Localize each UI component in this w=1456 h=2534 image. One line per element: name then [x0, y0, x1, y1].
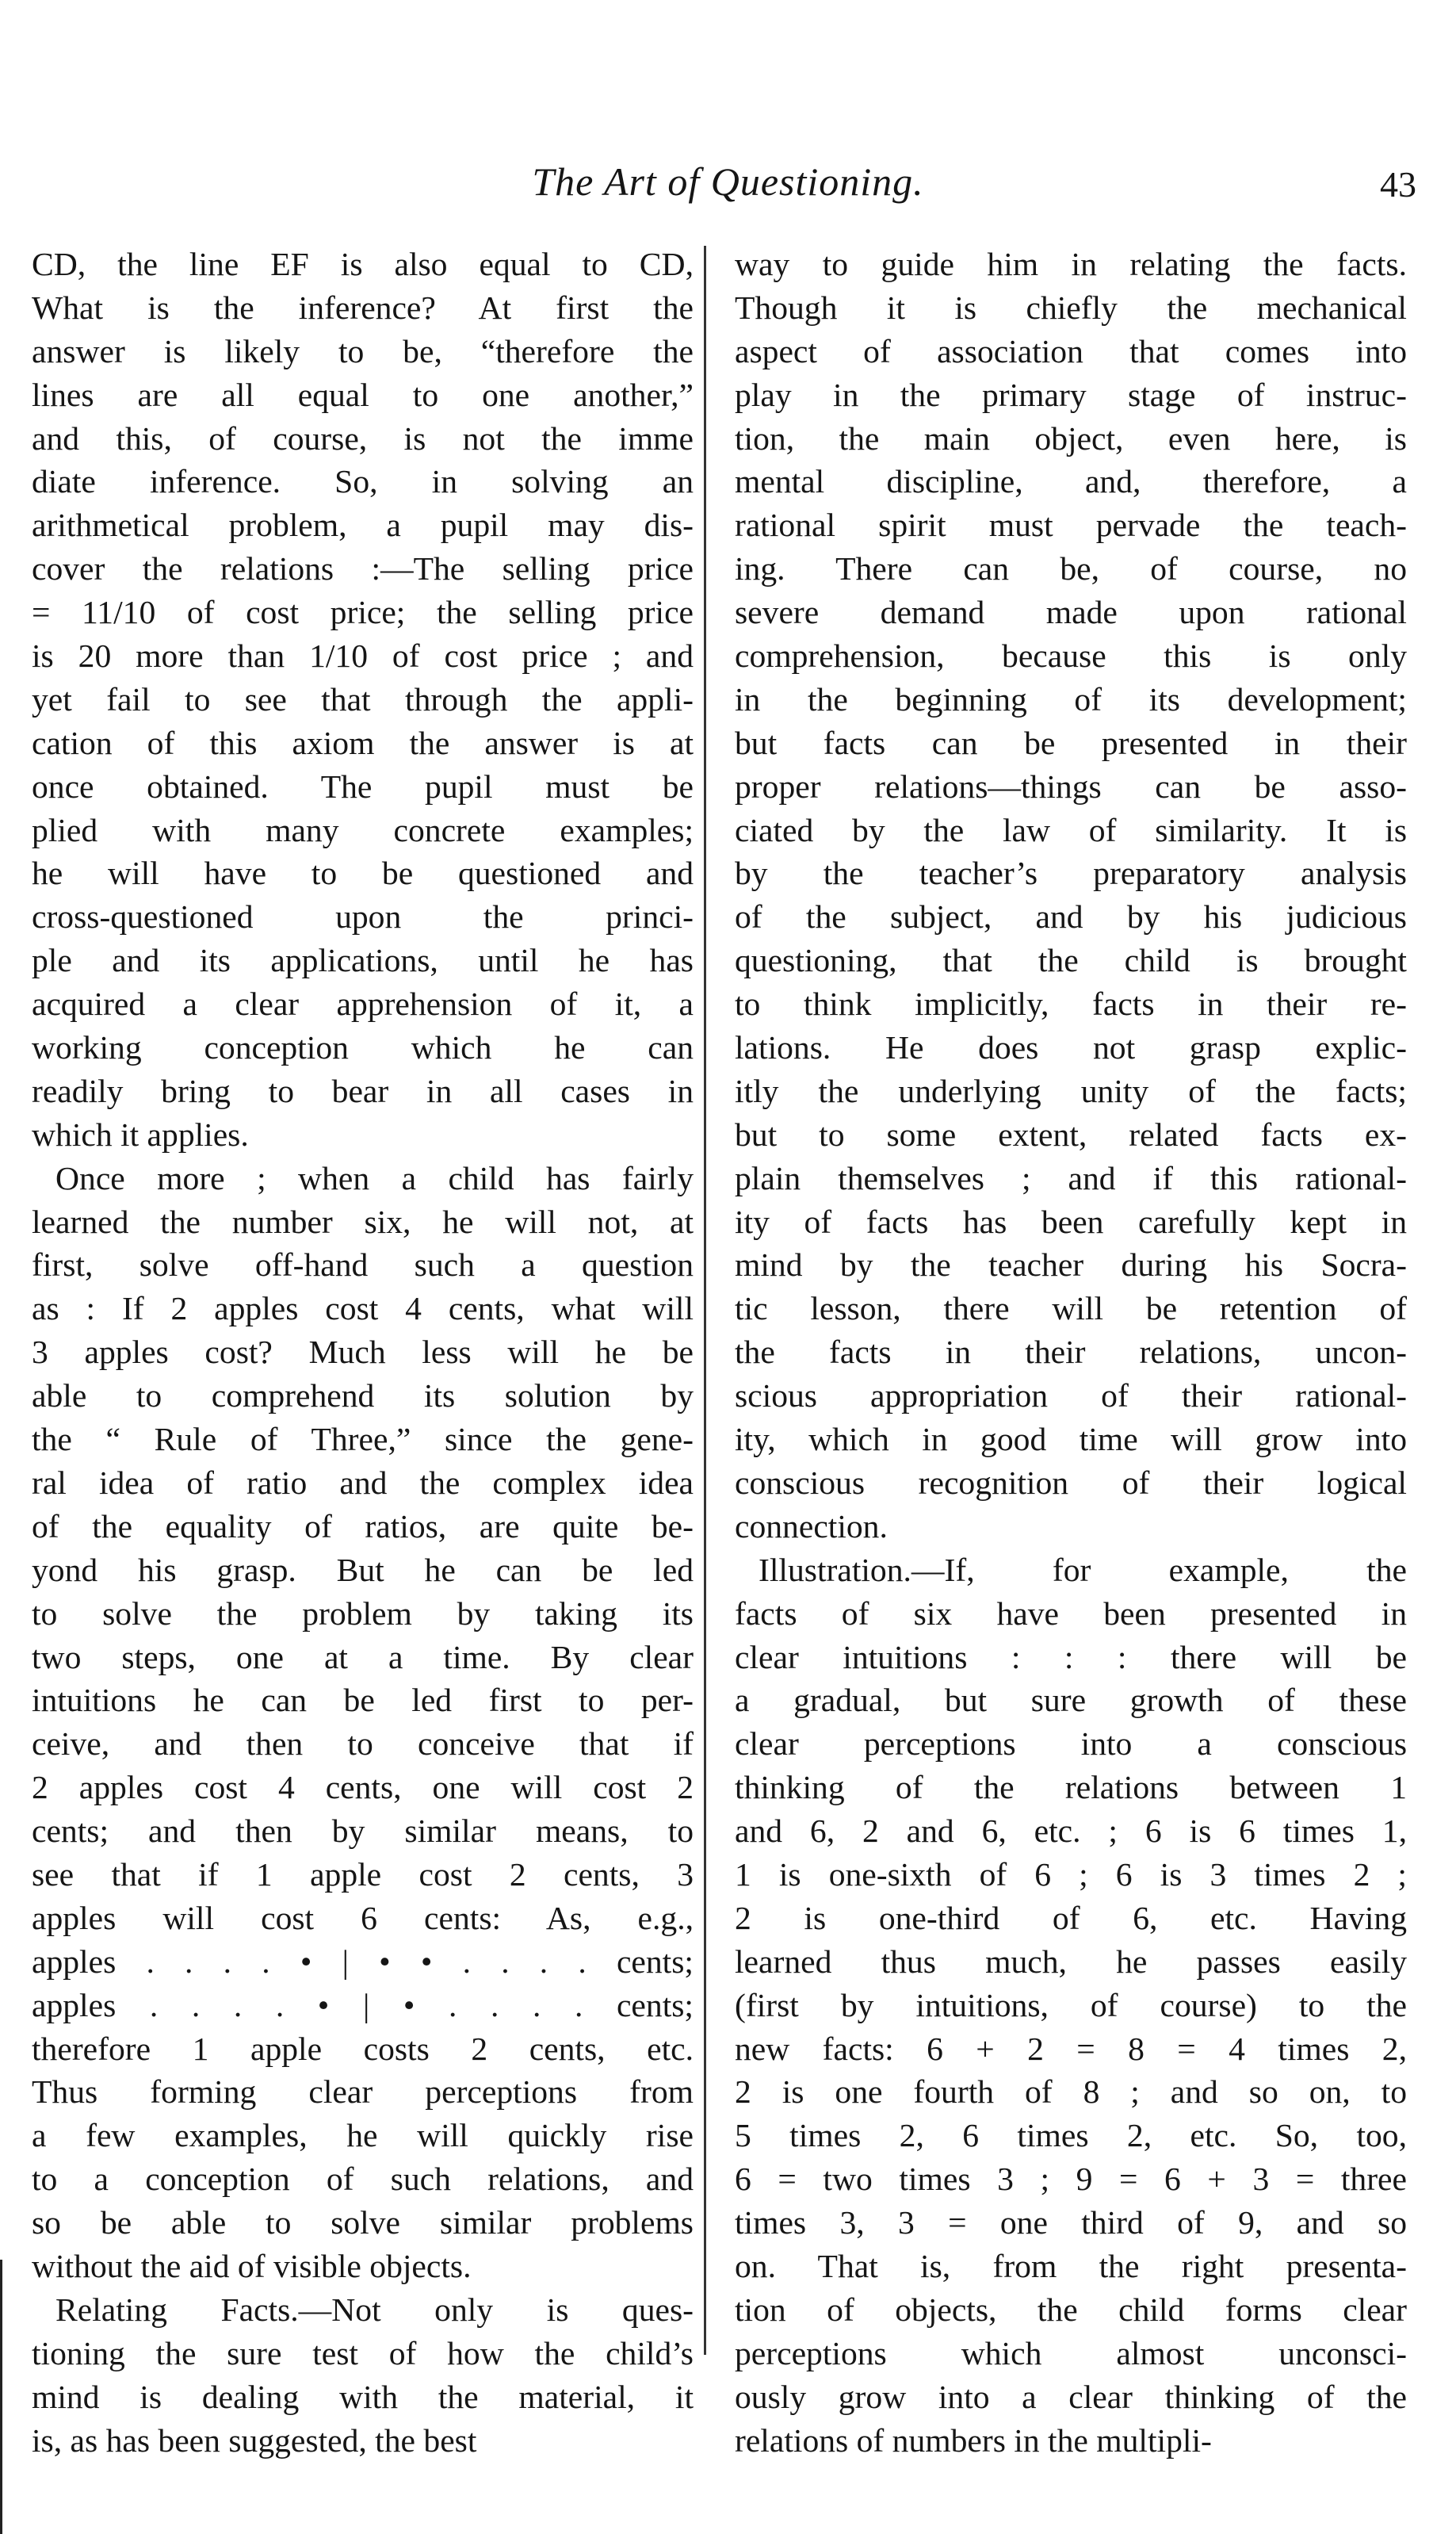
text-line: learned thus much, he passes easily	[735, 1943, 1407, 1980]
right-column	[735, 243, 1407, 2462]
text-line: clear intuitions : : : there will be	[735, 1638, 1407, 1675]
text-line: Though it is chiefly the mechanical	[735, 289, 1407, 326]
text-line: a gradual, but sure growth of these	[735, 1682, 1407, 1719]
text-line: he will have to be questioned and	[32, 855, 694, 892]
text-line: without the aid of visible objects.	[32, 2247, 472, 2284]
text-line: CD, the line EF is also equal to CD,	[32, 246, 694, 282]
text-line: thinking of the relations between 1	[735, 1769, 1407, 1806]
text-line: conscious recognition of their logical	[735, 1464, 1407, 1501]
text-line: lines are all equal to one another,”	[32, 376, 694, 413]
text-line: tioning the sure test of how the child’s	[32, 2334, 694, 2371]
text-line: learned the number six, he will not, at	[32, 1203, 694, 1240]
text-line: answer is likely to be, “therefore the	[32, 332, 694, 369]
text-line: as : If 2 apples cost 4 cents, what will	[32, 1290, 694, 1327]
text-line: which it applies.	[32, 1116, 249, 1153]
text-line: 3 apples cost? Much less will he be	[32, 1334, 694, 1371]
text-line: mental discipline, and, therefore, a	[735, 463, 1407, 500]
text-line: itly the underlying unity of the facts;	[735, 1072, 1407, 1109]
text-line: mind by the teacher during his Socra-	[735, 1246, 1407, 1284]
text-line: severe demand made upon rational	[735, 594, 1407, 631]
text-line: so be able to solve similar problems	[32, 2204, 694, 2241]
text-line: intuitions he can be led first to per-	[32, 1682, 694, 1719]
text-line: 6 = two times 3 ; 9 = 6 + 3 = three	[735, 2161, 1407, 2198]
text-line: of the subject, and by his judicious	[735, 898, 1407, 936]
page-number: 43	[1380, 164, 1416, 205]
text-line: yond his grasp. But he can be led	[32, 1551, 694, 1588]
text-line: facts of six have been presented in	[735, 1594, 1407, 1632]
text-line: rational spirit must pervade the teach-	[735, 507, 1407, 544]
text-line: but to some extent, related facts ex-	[735, 1116, 1407, 1153]
text-line: acquired a clear apprehension of it, a	[32, 986, 694, 1023]
text-line: yet fail to see that through the appli-	[32, 680, 694, 718]
text-line: ity, which in good time will grow into	[735, 1421, 1407, 1458]
text-line: cents; and then by similar means, to	[32, 1812, 694, 1850]
text-line: apples . . . . • | • • . . . . cents;	[32, 1943, 694, 1980]
text-line: on. That is, from the right presenta-	[735, 2247, 1407, 2284]
text-line: plied with many concrete examples;	[32, 811, 694, 848]
text-line: (first by intuitions, of course) to the	[735, 1986, 1407, 2023]
text-line: ing. There can be, of course, no	[735, 550, 1407, 588]
text-line: ously grow into a clear thinking of the	[735, 2378, 1407, 2415]
text-line: arithmetical problem, a pupil may dis-	[32, 507, 694, 544]
column-divider	[704, 246, 706, 2355]
text-line: aspect of association that comes into	[735, 332, 1407, 369]
text-line: cation of this axiom the answer is at	[32, 724, 694, 761]
text-line: and 6, 2 and 6, etc. ; 6 is 6 times 1,	[735, 1812, 1407, 1850]
text-line: the facts in their relations, uncon-	[735, 1334, 1407, 1371]
text-line: diate inference. So, in solving an	[32, 463, 694, 500]
text-line: way to guide him in relating the facts.	[735, 246, 1407, 282]
text-line: see that if 1 apple cost 2 cents, 3	[32, 1855, 694, 1893]
text-line: Thus forming clear perceptions from	[32, 2073, 694, 2111]
text-line: to a conception of such relations, and	[32, 2161, 694, 2198]
text-line: once obtained. The pupil must be	[32, 767, 694, 805]
text-line: a few examples, he will quickly rise	[32, 2117, 694, 2154]
text-line: ity of facts has been carefully kept in	[735, 1203, 1407, 1240]
text-line: ple and its applications, until he has	[32, 942, 694, 979]
running-title: The Art of Questioning.	[532, 159, 924, 204]
text-line: Illustration.—If, for example, the	[759, 1551, 1407, 1588]
text-line: to solve the problem by taking its	[32, 1594, 694, 1632]
text-line: 2 is one fourth of 8 ; and so on, to	[735, 2073, 1407, 2111]
text-line: to think implicitly, facts in their re-	[735, 986, 1407, 1023]
text-line: perceptions which almost unconsci-	[735, 2334, 1407, 2371]
text-line: = 11/10 of cost price; the selling price	[32, 594, 694, 631]
text-line: mind is dealing with the material, it	[32, 2378, 694, 2415]
text-line: clear perceptions into a conscious	[735, 1725, 1407, 1763]
text-line: times 3, 3 = one third of 9, and so	[735, 2204, 1407, 2241]
text-line: therefore 1 apple costs 2 cents, etc.	[32, 2030, 694, 2067]
text-line: relations of numbers in the multipli-	[735, 2421, 1212, 2459]
text-line: plain themselves ; and if this rational-	[735, 1159, 1407, 1196]
text-line: is, as has been suggested, the best	[32, 2421, 477, 2459]
text-line: in the beginning of its development;	[735, 680, 1407, 718]
text-line: questioning, that the child is brought	[735, 942, 1407, 979]
text-line: but facts can be presented in their	[735, 724, 1407, 761]
text-line: What is the inference? At first the	[32, 289, 694, 326]
text-line: ral idea of ratio and the complex idea	[32, 1464, 694, 1501]
text-line: able to comprehend its solution by	[32, 1377, 694, 1414]
running-head	[0, 159, 1456, 222]
text-line: lations. He does not grasp explic-	[735, 1029, 1407, 1066]
text-line: Relating Facts.—Not only is ques-	[55, 2291, 694, 2328]
text-line: first, solve off-hand such a question	[32, 1246, 694, 1284]
text-line: 2 apples cost 4 cents, one will cost 2	[32, 1769, 694, 1806]
text-line: Once more ; when a child has fairly	[55, 1159, 694, 1196]
text-line: tion of objects, the child forms clear	[735, 2291, 1407, 2328]
text-line: the “ Rule of Three,” since the gene-	[32, 1421, 694, 1458]
text-line: apples will cost 6 cents: As, e.g.,	[32, 1899, 694, 1936]
text-line: new facts: 6 + 2 = 8 = 4 times 2,	[735, 2030, 1407, 2067]
text-line: comprehension, because this is only	[735, 637, 1407, 675]
text-line: cross-questioned upon the princi-	[32, 898, 694, 936]
text-line: 5 times 2, 6 times 2, etc. So, too,	[735, 2117, 1407, 2154]
text-line: scious appropriation of their rational-	[735, 1377, 1407, 1414]
text-line: proper relations—things can be asso-	[735, 767, 1407, 805]
text-line: of the equality of ratios, are quite be-	[32, 1507, 694, 1545]
text-line: cover the relations :—The selling price	[32, 550, 694, 588]
text-line: tic lesson, there will be retention of	[735, 1290, 1407, 1327]
text-line: connection.	[735, 1507, 888, 1545]
text-line: play in the primary stage of instruc-	[735, 376, 1407, 413]
text-line: working conception which he can	[32, 1029, 694, 1066]
text-line: tion, the main object, even here, is	[735, 419, 1407, 457]
page-edge-rule	[0, 2260, 2, 2534]
text-line: is 20 more than 1/10 of cost price ; and	[32, 637, 694, 675]
text-line: ciated by the law of similarity. It is	[735, 811, 1407, 848]
text-line: two steps, one at a time. By clear	[32, 1638, 694, 1675]
text-line: ceive, and then to conceive that if	[32, 1725, 694, 1763]
text-line: readily bring to bear in all cases in	[32, 1072, 694, 1109]
text-line: and this, of course, is not the imme	[32, 419, 694, 457]
text-line: apples . . . . • | • . . . . cents;	[32, 1986, 694, 2023]
text-line: by the teacher’s preparatory analysis	[735, 855, 1407, 892]
text-line: 1 is one-sixth of 6 ; 6 is 3 times 2 ;	[735, 1855, 1407, 1893]
left-column	[32, 243, 694, 2462]
text-line: 2 is one-third of 6, etc. Having	[735, 1899, 1407, 1936]
